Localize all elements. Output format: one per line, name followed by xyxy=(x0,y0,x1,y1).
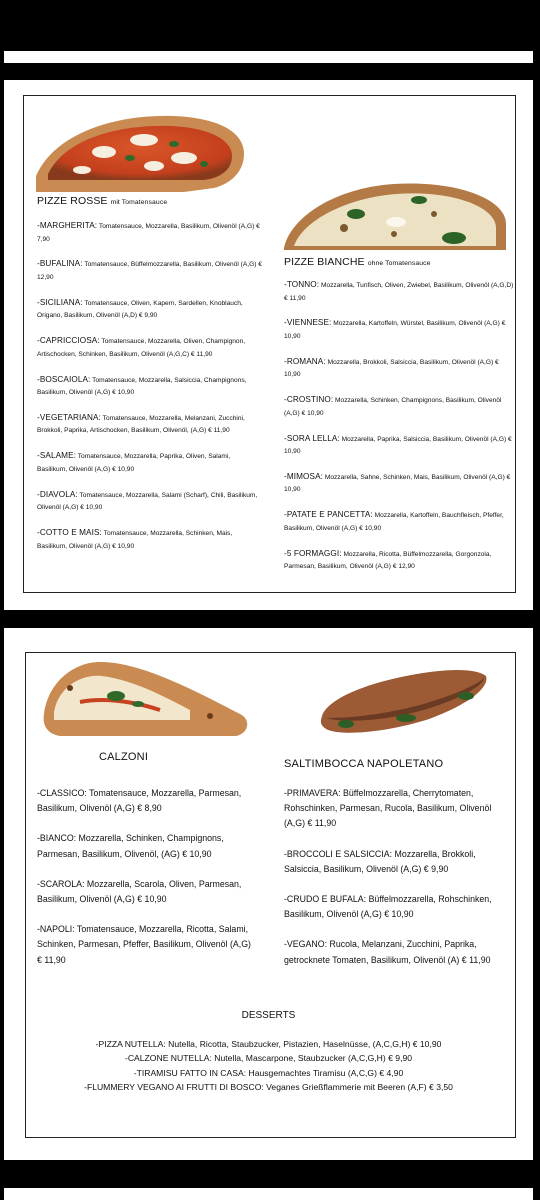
menu-item-name: -FLUMMERY VEGANO AI FRUTTI DI BOSCO: xyxy=(84,1082,264,1093)
menu-item-name: -VEGETARIANA: xyxy=(37,412,101,422)
menu-item xyxy=(37,877,252,907)
menu-item-name: -DIAVOLA: xyxy=(37,489,78,499)
menu-page-1 xyxy=(4,80,533,610)
menu-item xyxy=(4,1037,533,1051)
menu-item-name: -ROMANA: xyxy=(284,356,326,366)
menu-item-name: -MIMOSA: xyxy=(284,471,324,481)
menu-item-description: Tomatensauce, Mozzarella, Paprika, Oliven, Salami, Basilikum, Olivenöl (A,G) € 10,90 xyxy=(37,453,231,473)
menu-item-name: -CALZONE NUTELLA: xyxy=(124,1053,212,1064)
menu-item xyxy=(284,892,500,922)
pizza-margherita-image xyxy=(34,114,246,192)
menu-item-name: -VIENNESE: xyxy=(284,318,332,328)
menu-item-description: Tomatensauce, Mozzarella, Melanzani, Zucchini, Brokkoli, Paprika, Artischocken, Basilikum, Olivenöl, (A,G) € 11,90 xyxy=(37,414,245,435)
menu-item-name: -BOSCAIOLA: xyxy=(37,374,91,384)
menu-item-description: Tomatensauce, Mozzarella, Basilikum, Olivenöl (A,G) € 7,90 xyxy=(37,223,260,243)
menu-item xyxy=(37,489,262,515)
desserts-section xyxy=(4,1010,533,1095)
menu-item xyxy=(284,433,514,459)
menu-item-name: -TIRAMISU FATTO IN CASA: xyxy=(133,1067,247,1078)
menu-item xyxy=(284,937,500,967)
menu-item-description: Nutella, Mascarpone, Staubzucker (A,C,G,H) € 9,90 xyxy=(211,1053,413,1064)
menu-item-description: Tomatensauce, Mozzarella, Oliven, Champignon, Artischocken, Schinken, Basilikum, Olivenöl (A,G,C) € 11,90 xyxy=(37,338,246,358)
menu-item xyxy=(284,786,500,832)
pizza-bianca-image xyxy=(284,178,506,250)
menu-item xyxy=(37,412,262,438)
pizze-bianche-title-text: PIZZE BIANCHE xyxy=(284,256,365,268)
menu-item-name: -BIANCO: xyxy=(37,833,77,844)
menu-item-description: Mozzarella, Paprika, Salsiccia, Basilikum, Olivenöl (A,G) € 10,90 xyxy=(284,435,512,456)
menu-item xyxy=(284,356,514,382)
menu-item-description: Mozzarella, Schinken, Champignons, Basilikum, Olivenöl (A,G) € 10,90 xyxy=(284,397,502,417)
menu-item-name: -NAPOLI: xyxy=(37,924,75,935)
pizze-rosse-title-text: PIZZE ROSSE xyxy=(37,195,108,207)
menu-item-description: Tomatensauce, Oliven, Kapern, Sardellen, Knoblauch, Origano, Basilikum, Olivenöl (A,D) € 9,90 xyxy=(37,299,243,320)
menu-item xyxy=(37,374,262,400)
menu-item-name: -VEGANO: xyxy=(284,939,328,950)
menu-item xyxy=(37,297,262,323)
menu-item-description: Tomatensauce, Mozzarella, Salsiccia, Champignons, Basilikum, Olivenöl (A,G) € 10,90 xyxy=(37,376,247,397)
menu-item-description: Mozzarella, Kartoffeln, Würstel, Basilikum, Olivenöl (A,G) € 10,90 xyxy=(284,320,506,340)
menu-page-2 xyxy=(4,628,533,1160)
menu-item-description: Hausgemachtes Tiramisu (A,C,G) € 4,90 xyxy=(246,1067,404,1078)
menu-item xyxy=(4,1051,533,1065)
pizze-rosse-subtitle: mit Tomatensauce xyxy=(110,199,168,206)
calzoni-column xyxy=(37,786,252,983)
menu-item-description: Tomatensauce, Mozzarella, Salami (Scharf), Chili, Basilikum, Olivenöl (A,G) € 10,90 xyxy=(37,491,258,512)
menu-item-name: -PATATE E PANCETTA: xyxy=(284,510,373,520)
menu-item xyxy=(4,1066,533,1080)
menu-item-name: -SALAME: xyxy=(37,451,77,461)
menu-item xyxy=(37,450,262,476)
menu-item-name: -CAPRICCIOSA: xyxy=(37,336,100,346)
menu-item-name: -PIZZA NUTELLA: xyxy=(95,1039,166,1049)
menu-item xyxy=(284,317,514,343)
calzoni-title: CALZONI xyxy=(99,751,149,763)
menu-item-name: -CRUDO E BUFALA: xyxy=(284,894,367,905)
menu-item-name: -5 FORMAGGI: xyxy=(284,548,342,558)
menu-item-name: -TONNO: xyxy=(284,280,320,289)
pizze-rosse-title xyxy=(37,195,262,207)
pizze-bianche-list xyxy=(284,279,514,574)
menu-item-description: Veganes Grießflammerie mit Beeren (A,F) € 3,50 xyxy=(263,1082,453,1093)
pizze-rosse-column xyxy=(37,195,262,565)
menu-item xyxy=(284,279,514,305)
menu-item-description: Nutella, Ricotta, Staubzucker, Pistazien, Haselnüsse, (A,C,G,H) € 10,90 xyxy=(165,1039,442,1049)
menu-item xyxy=(37,922,252,968)
calzone-image xyxy=(40,658,252,738)
menu-item-name: -BROCCOLI E SALSICCIA: xyxy=(284,848,393,859)
desserts-title: DESSERTS xyxy=(241,1010,296,1021)
menu-item-description: Tomatensauce, Mozzarella, Ricotta, Salami, Schinken, Parmesan, Pfeffer, Basilikum, Olivenöl (A,G) € 11,90 xyxy=(37,924,251,965)
menu-item-description: Mozzarella, Brokkoli, Salsiccia, Basilikum, Olivenöl (A,G) € 9,90 xyxy=(284,848,476,874)
menu-item-description: Mozzarella, Tunfisch, Oliven, Zwiebel, Basilikum, Olivenöl (A,G,D) € 11,90 xyxy=(284,282,514,302)
menu-item-name: -SICILIANA: xyxy=(37,297,83,307)
page-bottom-strip xyxy=(4,1188,533,1200)
menu-item xyxy=(284,847,500,877)
menu-item-description: Tomatensauce, Mozzarella, Parmesan, Basilikum, Olivenöl (A,G) € 8,90 xyxy=(37,788,242,814)
menu-item xyxy=(37,786,252,816)
page-top-strip xyxy=(4,51,533,63)
menu-item xyxy=(37,527,262,553)
menu-item-description: Büffelmozzarella, Rohschinken, Basilikum, Olivenöl (A,G) € 10,90 xyxy=(284,894,492,920)
menu-item-name: -COTTO E MAIS: xyxy=(37,528,102,537)
desserts-list xyxy=(4,1037,533,1095)
menu-item-description: Mozzarella, Schinken, Champignons, Parmesan, Basilikum, Olivenöl, (AG) € 10,90 xyxy=(37,833,224,859)
menu-item-name: -CROSTINO: xyxy=(284,395,334,405)
saltimbocca-title: SALTIMBOCCA NAPOLETANO xyxy=(284,758,444,770)
menu-item xyxy=(284,548,514,574)
menu-item xyxy=(37,831,252,861)
menu-item-name: -MARGHERITA: xyxy=(37,221,98,230)
pizze-bianche-column xyxy=(284,256,514,586)
pizze-rosse-list xyxy=(37,220,262,553)
menu-item-description: Mozzarella, Sahne, Schinken, Mais, Basilikum, Olivenöl (A,G) € 10,90 xyxy=(284,473,511,494)
menu-item xyxy=(284,394,514,420)
menu-item-description: Rucola, Melanzani, Zucchini, Paprika, getrocknete Tomaten, Basilikum, Olivenöl (A) € 11,90 xyxy=(284,939,491,965)
menu-item-name: -SORA LELLA: xyxy=(284,433,340,443)
menu-item xyxy=(37,335,262,361)
menu-item xyxy=(37,220,262,246)
menu-item xyxy=(37,258,262,284)
menu-item-name: -BUFALINA: xyxy=(37,259,83,269)
menu-item xyxy=(4,1080,533,1094)
menu-item-description: Mozzarella, Ricotta, Büffelmozzarella, Gorgonzola, Parmesan, Basilikum, Olivenöl (A,G) € 12,90 xyxy=(284,550,492,571)
saltimbocca-list xyxy=(284,786,500,968)
menu-item-name: -CLASSICO: xyxy=(37,788,87,798)
saltimbocca-image xyxy=(316,666,490,736)
menu-item-name: -SCAROLA: xyxy=(37,878,85,889)
menu-item xyxy=(284,471,514,497)
menu-item-description: Büffelmozzarella, Cherrytomaten, Rohschinken, Parmesan, Rucola, Basilikum, Olivenöl (A,G) € 11,90 xyxy=(284,788,492,829)
menu-item-description: Tomatensauce, Büffelmozzarella, Basilikum, Olivenöl (A,G) € 12,90 xyxy=(37,261,262,281)
calzoni-list xyxy=(37,786,252,968)
menu-item-description: Tomatensauce, Mozzarella, Schinken, Mais, Basilikum, Olivenöl (A,G) € 10,90 xyxy=(37,530,233,550)
menu-item-description: Mozzarella, Kartoffeln, Bauchfleisch, Pfeffer, Basilikum, Olivenöl (A,G) € 10,90 xyxy=(284,512,504,532)
saltimbocca-column xyxy=(284,786,500,983)
menu-item-description: Mozzarella, Brokkoli, Salsiccia, Basilikum, Olivenöl (A,G) € 10,90 xyxy=(284,358,499,379)
pizze-bianche-subtitle: ohne Tomatensauce xyxy=(367,260,431,267)
menu-item-description: Mozzarella, Scarola, Oliven, Parmesan, Basilikum, Olivenöl (A,G) € 10,90 xyxy=(37,878,242,905)
pizze-bianche-title xyxy=(284,256,514,268)
menu-item-name: -PRIMAVERA: xyxy=(284,788,341,798)
menu-item xyxy=(284,509,514,535)
